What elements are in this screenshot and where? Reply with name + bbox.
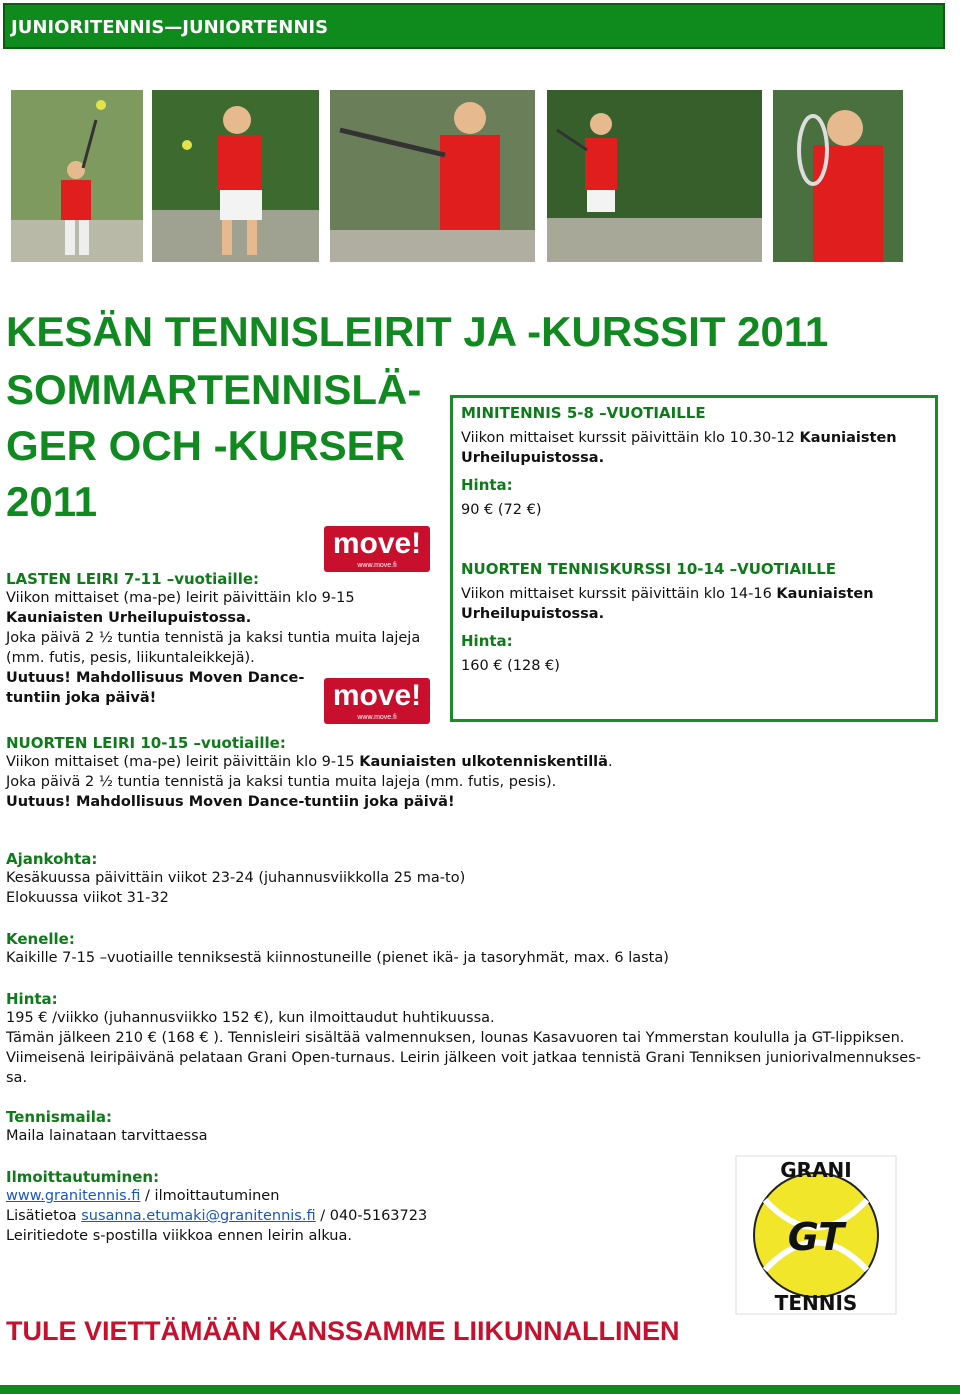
nuorten-kurssi-price: 160 € (128 €)	[461, 658, 560, 674]
lasten-text-1: Viikon mittaiset (ma-pe) leirit päivittäin klo 9-15	[6, 590, 355, 606]
grani-logo-top: GRANI	[780, 1158, 852, 1182]
tennis-photo-5	[773, 90, 903, 262]
move-logo-2	[324, 678, 430, 724]
ajankohta-line-1: Kesäkuussa päivittäin viikot 23-24 (juhannusviikkolla 25 ma-to)	[6, 870, 466, 886]
nuorten-leiri-text-1: Viikon mittaiset (ma-pe) leirit päivittäin klo 9-15	[6, 754, 360, 770]
move-logo	[324, 526, 430, 572]
move-logo-text: move!	[332, 527, 422, 560]
website-link[interactable]: www.granitennis.fi	[6, 1188, 141, 1204]
nuorten-leiri-uutuus: Uutuus! Mahdollisuus Moven Dance-tuntiin joka päivä!	[6, 794, 455, 810]
ajankohta-line-2: Elokuussa viikot 31-32	[6, 890, 169, 906]
minitennis-price: 90 € (72 €)	[461, 502, 542, 518]
minitennis-price-label: Hinta:	[461, 476, 513, 494]
move-logo-text-2: move!	[332, 679, 422, 712]
kenelle-line-1: Kaikille 7-15 –vuotiaille tenniksestä kiinnostuneille (pienet ikä- ja tasoryhmät, max. 6 lasta)	[6, 950, 669, 966]
contact-prefix: Lisätietoa	[6, 1208, 82, 1224]
tennis-photo-4	[547, 90, 762, 262]
nuorten-leiri-location: Kauniaisten ulkotenniskentillä	[359, 754, 608, 770]
grani-logo-bottom: TENNIS	[774, 1291, 858, 1315]
header-title: JUNIORITENNIS—JUNIORTENNIS	[11, 17, 329, 38]
hinta-line-1: 195 € /viikko (juhannusviikko 152 €), kun ilmoittaudut huhtikuussa.	[6, 1010, 495, 1026]
nuorten-leiri-heading: NUORTEN LEIRI 10-15 –vuotiaille:	[6, 734, 286, 752]
contact-phone: / 040-5163723	[315, 1208, 428, 1224]
tennis-photo-3	[330, 90, 535, 262]
ilmoittautuminen-section	[6, 1168, 606, 1246]
tennismaila-label: Tennismaila:	[6, 1108, 112, 1126]
ajankohta-section	[6, 850, 706, 908]
website-suffix: / ilmoittautuminen	[140, 1188, 280, 1204]
lasten-location: Kauniaisten Urheilupuistossa.	[6, 610, 252, 626]
ajankohta-label: Ajankohta:	[6, 850, 98, 868]
hinta-section	[6, 990, 936, 1088]
tennis-photo-2	[152, 90, 319, 262]
move-logo-url: www.move.fi	[357, 562, 397, 569]
tennismaila-section	[6, 1108, 506, 1146]
footer-slogan: TULE VIETTÄMÄÄN KANSSAMME LIIKUNNALLINEN	[6, 1316, 680, 1346]
bottom-bar	[0, 1385, 960, 1394]
minitennis-heading: MINITENNIS 5-8 –VUOTIAILLE	[461, 404, 706, 422]
nuorten-leiri-text-2: Joka päivä 2 ½ tuntia tennistä ja kaksi tuntia muita lajeja (mm. futis, pesis).	[6, 774, 557, 790]
nuorten-kurssi-location: Kauniaisten Urheilupuistossa.	[461, 586, 874, 622]
nuorten-leiri-period: .	[607, 754, 613, 770]
ilmoittautuminen-label: Ilmoittautuminen:	[6, 1168, 160, 1186]
nuorten-kurssi-text: Viikon mittaiset kurssit päivittäin klo 14-16	[461, 586, 777, 602]
page-header	[3, 3, 945, 49]
lasten-uutuus: Uutuus! Mahdollisuus Moven Dance-tuntiin joka päivä!	[6, 670, 305, 706]
minitennis-location: Kauniaisten Urheilupuistossa.	[461, 430, 897, 466]
grani-logo-center: GT	[787, 1215, 845, 1259]
nuorten-kurssi-heading: NUORTEN TENNISKURSSI 10-14 –VUOTIAILLE	[461, 560, 837, 578]
lasten-text-2: Joka päivä 2 ½ tuntia tennistä ja kaksi tuntia muita lajeja (mm. futis, pesis, liikuntaleikkejä).	[6, 630, 421, 666]
title-swedish: SOMMARTENNISLÄ-GER OCH -KURSER 2011	[6, 366, 422, 525]
title-finnish: KESÄN TENNISLEIRIT JA -KURSSIT 2011	[6, 308, 829, 355]
lasten-heading: LASTEN LEIRI 7-11 –vuotiaille:	[6, 570, 260, 588]
kenelle-label: Kenelle:	[6, 930, 75, 948]
email-link[interactable]: susanna.etumaki@granitennis.fi	[81, 1208, 316, 1224]
hinta-label: Hinta:	[6, 990, 58, 1008]
hinta-line-2: Tämän jälkeen 210 € (168 € ). Tennisleiri sisältää valmennuksen, lounas Kasavuoren tai Ymmerstan koululla ja GT-lippiksen.	[6, 1030, 905, 1046]
minitennis-text: Viikon mittaiset kurssit päivittäin klo 10.30-12	[461, 430, 800, 446]
nuorten-kurssi-price-label: Hinta:	[461, 632, 513, 650]
grani-tennis-logo	[735, 1155, 897, 1315]
tennis-photo-1	[11, 90, 143, 262]
nuorten-leiri-section	[6, 734, 926, 812]
move-logo-url-2: www.move.fi	[357, 714, 397, 721]
ilmoittautuminen-line-3: Leiritiedote s-postilla viikkoa ennen leirin alkua.	[6, 1228, 352, 1244]
kenelle-section	[6, 930, 906, 968]
hinta-line-3: Viimeisenä leiripäivänä pelataan Grani Open-turnaus. Leirin jälkeen voit jatkaa tennistä Grani Tenniksen juniorivalmennukses-sa.	[6, 1050, 921, 1086]
tennismaila-line-1: Maila lainataan tarvittaessa	[6, 1128, 208, 1144]
course-box	[450, 395, 938, 722]
